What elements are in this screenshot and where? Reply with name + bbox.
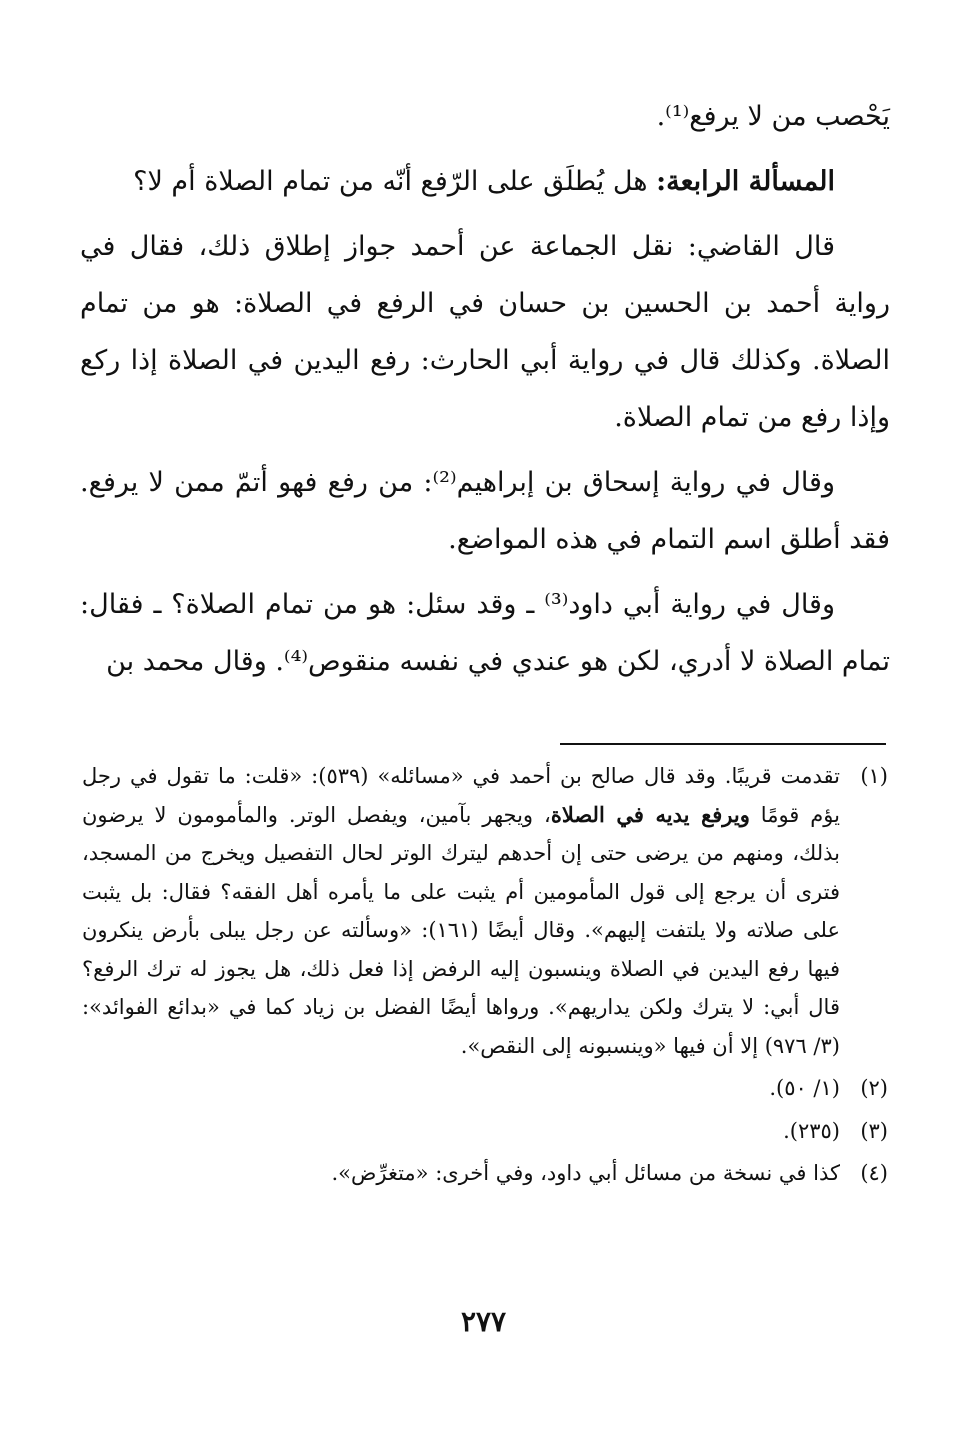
footnote-number: (٢) <box>860 1076 888 1100</box>
main-text <box>80 88 890 698</box>
footnote-2 <box>82 1069 888 1108</box>
footnote-3 <box>82 1112 888 1151</box>
paragraph-3: قال القاضي: نقل الجماعة عن أحمد جواز إطلاق ذلك، فقال في رواية أحمد بن الحسين بن حسان في الرفع في الصلاة: هو من تمام الصلاة. وكذلك قال في رواية أبي الحارث: رفع اليدين في الصلاة إذا ركع وإذا رفع من تمام الصلاة. <box>80 231 890 433</box>
footnote-text <box>82 757 840 1065</box>
footnote-text-part: تقدمت قريبًا. وقد قال صالح بن أحمد في «مسائله» (٥٣٩): «قلت: ما تقول في رجل يؤم قومًا <box>82 764 841 827</box>
paragraph-2 <box>80 153 890 210</box>
footnote-4 <box>82 1154 888 1193</box>
issue-question: هل يُطلَق على الرّفع أنّه من تمام الصلاة أم لا؟ <box>133 166 657 197</box>
footnotes <box>82 757 888 1193</box>
footnote-text: (٢٣٥). <box>783 1118 840 1143</box>
footnote-number: (٣) <box>860 1118 888 1143</box>
footnote-separator <box>560 743 886 745</box>
footnote-number: (٤) <box>860 1161 888 1185</box>
footnote-text-part: ، ويجهر بآمين، ويفصل الوتر. والمأمومون لا يرضون بذلك، ومنهم من يرضى حتى إن أحدهم ليترك الوتر لحال التفصيل ويخرج من المسجد، فترى أن يرجع إلى قول المأمومين أم يثبت على ما يأمره أهل الفقه؟ فقال: بل يثبت على صلاته ولا يلتفت إليهم». وقال أيضًا (١٦١): «وسألته عن رجل يبلى بأرض ينكرون فيها رفع اليدين في الصلاة وينسبون إليه الرفض إذا فعل ذلك، هل يجوز له ترك الرفع؟ قال أبي: لا يترك ولكن يداريهم». ورواها أيضًا الفضل بن زياد كما في «بدائع الفوائد»: (٣/ ٩٧٦) إلا أن فيها «وينسبونه إلى النقص». <box>82 802 840 1058</box>
paragraph-5: وقال في رواية أبي داود⁽³⁾ ـ وقد سئل: هو من تمام الصلاة؟ ـ فقال: تمام الصلاة لا أدري، لكن هو عندي في نفسه منقوص⁽⁴⁾. وقال محمد بن <box>80 589 890 677</box>
paragraph-1: يَحْصب من لا يرفع⁽¹⁾. <box>656 101 890 132</box>
footnote-bold-phrase: ويرفع يديه في الصلاة <box>550 801 750 827</box>
footnote-1 <box>82 757 888 1065</box>
footnote-text: كذا في نسخة من مسائل أبي داود، وفي أخرى: «متغرِّض». <box>331 1161 840 1185</box>
paragraph-4: وقال في رواية إسحاق بن إبراهيم⁽²⁾: من رفع فهو أتمّ ممن لا يرفع. فقد أطلق اسم التمام في هذه المواضع. <box>80 467 890 555</box>
issue-heading: المسألة الرابعة: <box>656 166 835 197</box>
page-number: ٢٧٧ <box>460 1305 507 1338</box>
footnote-text: (١/ ٥٠). <box>769 1076 840 1100</box>
footnote-number: (١) <box>860 764 888 788</box>
